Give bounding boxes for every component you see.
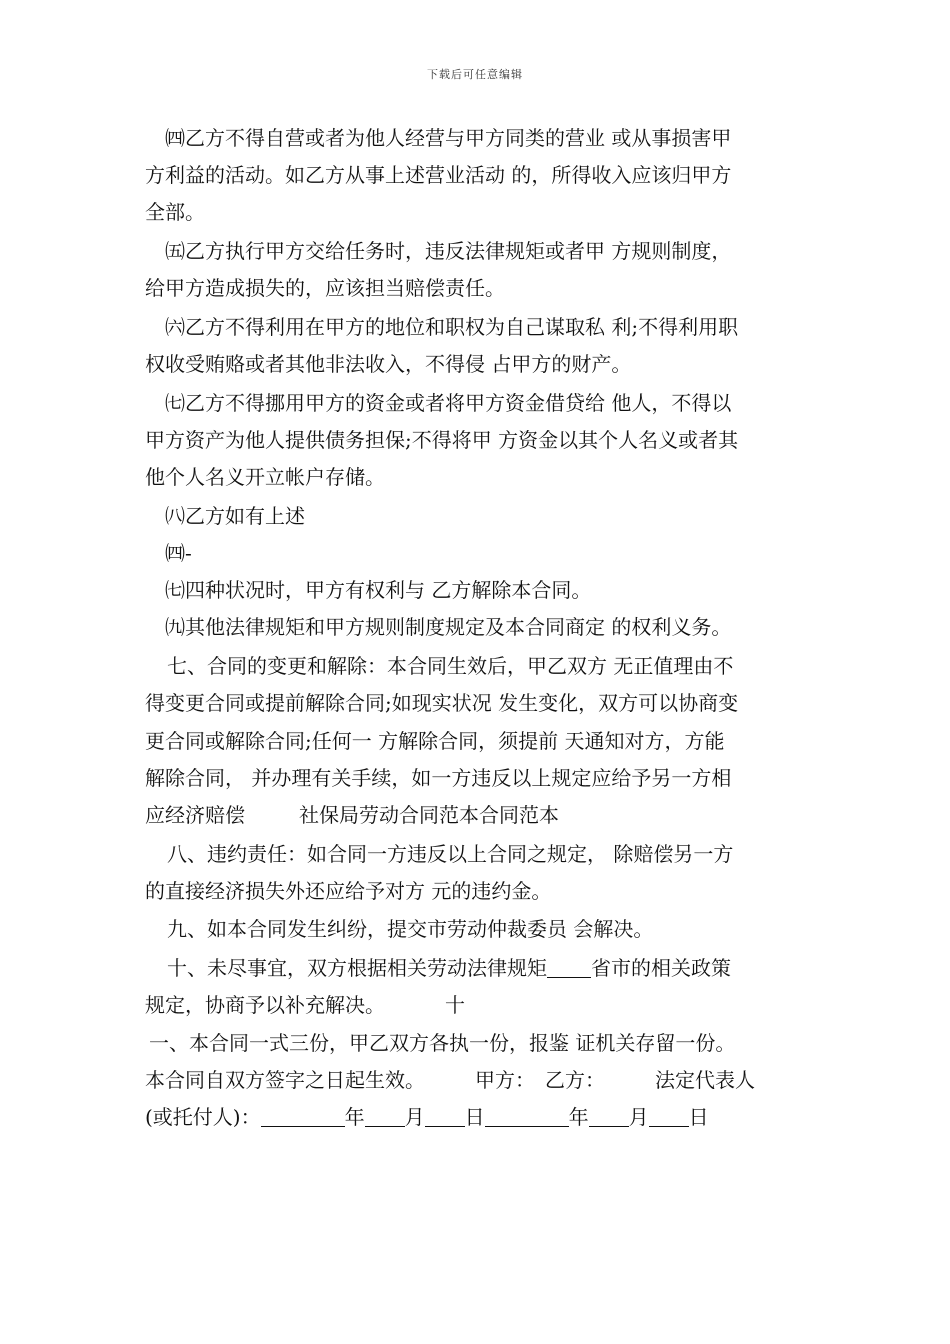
paragraph-line <box>145 1062 809 1099</box>
section-11-line-2a: 本合同自双方签字之日起生效。 <box>145 1067 425 1092</box>
blank-underline <box>261 1104 345 1127</box>
paragraph-line <box>145 609 809 646</box>
month-label-2: 月 <box>628 1104 649 1129</box>
paragraph-line <box>145 346 809 383</box>
clause-4-line-1: ㈣乙方不得自营或者为他人经营与甲方同类的营业 或从事损害甲 <box>165 126 732 150</box>
clause-8-line-1: ㈧乙方如有上述 <box>165 503 305 528</box>
section-10-line-1b: 省市的相关政策 <box>591 956 731 981</box>
party-b-label: 乙方： <box>545 1067 605 1092</box>
page-header: 下载后可任意编辑 <box>427 68 523 81</box>
section-7-line-1: 七、合同的变更和解除：本合同生效后，甲乙双方 无正值理由不 <box>167 654 734 679</box>
paragraph-line <box>145 572 809 609</box>
clause-7-line-3: 他个人名义开立帐户存储。 <box>145 465 385 490</box>
party-a-label: 甲方： <box>475 1067 535 1092</box>
paragraph-line <box>145 911 809 948</box>
clause-8-line-3: ㈦四种状况时，甲方有权利与 乙方解除本合同。 <box>165 578 592 603</box>
year-label-2: 年 <box>568 1104 589 1129</box>
clause-6-line-1: ㈥乙方不得利用在甲方的地位和职权为自己谋取私 利;不得利用职 <box>165 314 739 339</box>
paragraph-line <box>145 987 809 1024</box>
section-11-line-1: 一、本合同一式三份，甲乙双方各执一份，报鉴 证机关存留一份。 <box>149 1030 736 1055</box>
section-7-line-3: 更合同或解除合同;任何一 方解除合同，须提前 天通知对方，方能 <box>145 728 725 753</box>
paragraph-line <box>145 723 809 760</box>
paragraph-line <box>145 233 809 270</box>
document-body <box>145 120 809 1136</box>
paragraph-line <box>145 760 809 797</box>
paragraph-line <box>145 498 809 535</box>
month-label-1: 月 <box>404 1104 425 1129</box>
section-8-line-2: 的直接经济损失外还应给予对方 元的违约金。 <box>145 878 552 903</box>
clause-4-line-2: 方利益的活动。如乙方从事上述营业活动 的，所得收入应该归甲方 <box>145 163 732 188</box>
section-7-line-4: 解除合同， 并办理有关手续，如一方违反以上规定应给予另一方相 <box>145 765 732 790</box>
clause-4-line-3: 全部。 <box>145 200 205 225</box>
paragraph-line <box>145 535 809 572</box>
section-10-line-2b: 十 <box>445 993 465 1018</box>
day-label-2: 日 <box>688 1104 709 1129</box>
clause-7-line-2: 甲方资产为他人提供债务担保;不得将甲 方资金以其个人名义或者其 <box>145 428 739 452</box>
paragraph-line <box>145 309 809 346</box>
clause-7-line-1: ㈦乙方不得挪用甲方的资金或者将甲方资金借贷给 他人，不得以 <box>165 390 732 415</box>
paragraph-line <box>145 685 809 722</box>
agent-label: (或托付人)： <box>145 1104 261 1129</box>
blank-underline <box>485 1104 569 1127</box>
blank-underline <box>589 1104 629 1127</box>
paragraph-line <box>145 873 809 910</box>
paragraph-line <box>145 422 809 459</box>
signature-date-line <box>145 1099 809 1136</box>
paragraph-line <box>145 836 809 873</box>
clause-6-line-2: 权收受贿赂或者其他非法收入，不得侵 占甲方的财产。 <box>145 352 632 377</box>
blank-underline <box>365 1104 405 1127</box>
section-7-line-5a: 应经济赔偿 <box>145 802 245 827</box>
day-label-1: 日 <box>464 1104 485 1129</box>
blank-underline <box>649 1104 689 1127</box>
year-label-1: 年 <box>344 1104 365 1129</box>
paragraph-line <box>145 270 809 307</box>
legal-representative-label: 法定代表人 <box>655 1067 755 1092</box>
section-8-line-1: 八、违约责任：如合同一方违反以上合同之规定， 除赔偿另一方 <box>167 841 734 866</box>
blank-underline <box>547 955 591 978</box>
paragraph-line <box>145 950 809 987</box>
paragraph-line <box>145 648 809 685</box>
paragraph-line <box>145 120 809 157</box>
paragraph-line <box>145 194 809 231</box>
clause-8-line-2: ㈣- <box>165 541 192 566</box>
section-10-line-1a: 十、未尽事宜，双方根据相关劳动法律规矩 <box>167 956 547 981</box>
section-10-line-2a: 规定，协商予以补充解决。 <box>145 993 385 1018</box>
paragraph-line <box>145 797 809 834</box>
section-7-line-5b: 社保局劳动合同范本合同范本 <box>299 802 559 827</box>
section-7-line-2: 得变更合同或提前解除合同;如现实状况 发生变化，双方可以协商变 <box>145 691 739 716</box>
paragraph-line <box>145 1025 809 1062</box>
section-9-line-1: 九、如本合同发生纠纷，提交市劳动仲裁委员 会解决。 <box>167 917 654 942</box>
paragraph-line <box>145 459 809 496</box>
clause-5-line-1: ㈤乙方执行甲方交给任务时，违反法律规矩或者甲 方规则制度， <box>165 239 732 264</box>
clause-9-line-1: ㈨其他法律规矩和甲方规则制度规定及本合同商定 的权利义务。 <box>165 615 732 640</box>
clause-5-line-2: 给甲方造成损失的，应该担当赔偿责任。 <box>145 276 505 301</box>
paragraph-line <box>145 385 809 422</box>
paragraph-line <box>145 157 809 194</box>
blank-underline <box>425 1104 465 1127</box>
